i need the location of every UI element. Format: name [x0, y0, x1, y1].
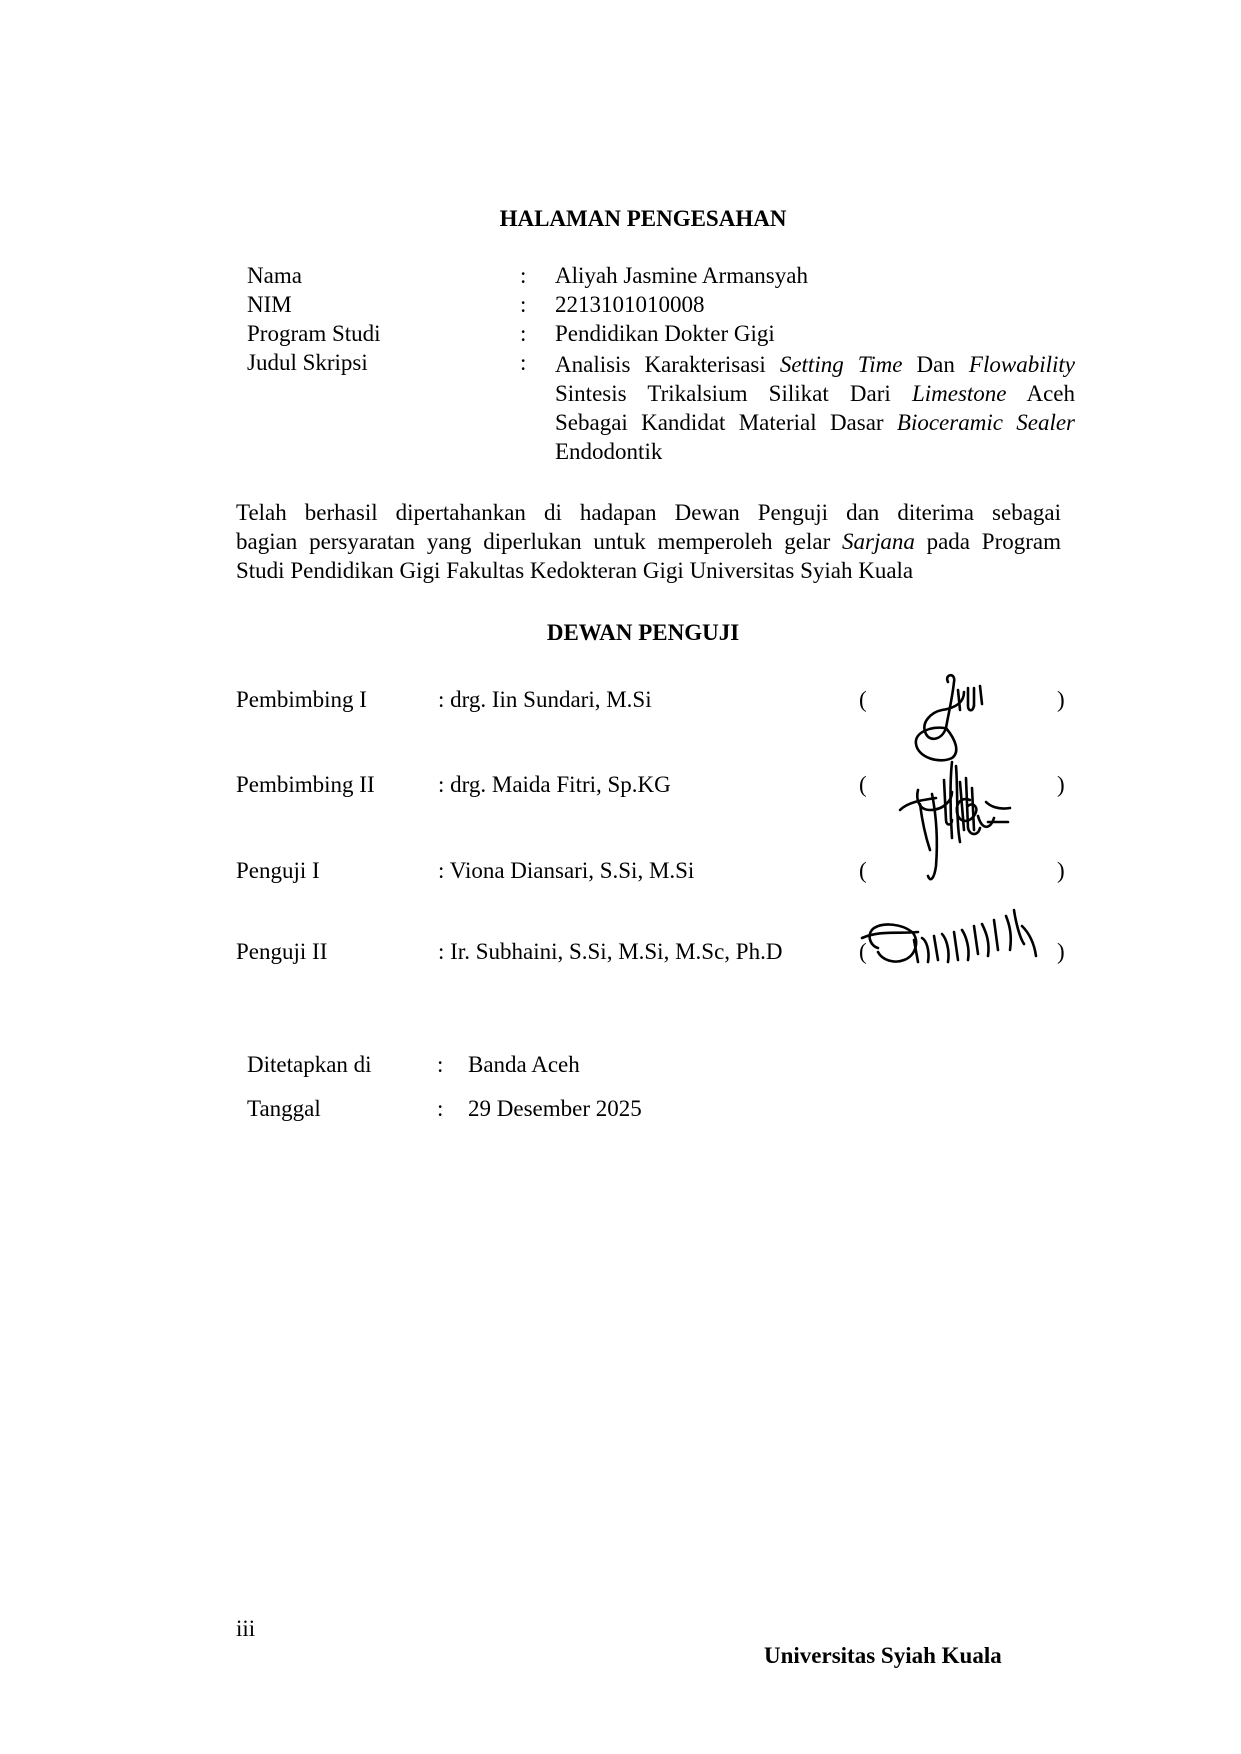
place-value: Banda Aceh	[468, 1052, 580, 1077]
judul-line-4: Endodontik	[555, 439, 663, 464]
close-paren: )	[1057, 858, 1065, 883]
approval-row-date	[0, 1096, 1241, 1126]
identity-row-nim	[0, 292, 1241, 322]
separator: :	[520, 350, 527, 375]
member-role: Penguji I	[236, 858, 320, 883]
member-role: Pembimbing II	[236, 772, 375, 797]
separator: :	[437, 1096, 444, 1121]
close-paren: )	[1057, 772, 1065, 797]
board-title: DEWAN PENGUJI	[546, 620, 740, 645]
identity-row-nama	[0, 263, 1241, 293]
separator: :	[520, 321, 527, 346]
judul-line-3: Sebagai Kandidat Material Dasar Bioceramic Sealer	[555, 410, 1075, 435]
nim-value: 2213101010008	[555, 292, 705, 317]
open-paren: (	[859, 772, 867, 797]
close-paren: )	[1057, 687, 1065, 712]
member-role: Penguji II	[236, 939, 328, 964]
statement-line-2: bagian persyaratan yang diperlukan untuk memperoleh gelar Sarjana pada Program	[236, 529, 1061, 554]
statement-line-3: Studi Pendidikan Gigi Fakultas Kedokteran Gigi Universitas Syiah Kuala	[236, 558, 914, 583]
member-name: : drg. Maida Fitri, Sp.KG	[438, 772, 671, 797]
member-name: : Ir. Subhaini, S.Si, M.Si, M.Sc, Ph.D	[438, 939, 783, 964]
approval-row-place	[0, 1052, 1241, 1082]
judul-value	[555, 350, 1075, 466]
judul-line-1: Analisis Karakterisasi Setting Time Dan Flowability	[555, 352, 1075, 377]
close-paren: )	[1057, 939, 1065, 964]
member-role: Pembimbing I	[236, 687, 367, 712]
open-paren: (	[859, 858, 867, 883]
prodi-value: Pendidikan Dokter Gigi	[555, 321, 775, 346]
page-title: HALAMAN PENGESAHAN	[499, 206, 787, 231]
page-number: iii	[236, 1616, 256, 1641]
identity-row-prodi	[0, 321, 1241, 351]
nama-label: Nama	[247, 263, 302, 288]
date-value: 29 Desember 2025	[468, 1096, 642, 1121]
member-name: : drg. Iin Sundari, M.Si	[438, 687, 652, 712]
signature-pembimbing-1	[916, 675, 982, 760]
open-paren: (	[859, 687, 867, 712]
signature-penguji-2	[862, 910, 1036, 962]
signatures-group	[860, 670, 1060, 1020]
judul-line-2: Sintesis Trikalsium Silikat Dari Limestone Aceh	[555, 381, 1075, 406]
nama-value: Aliyah Jasmine Armansyah	[555, 263, 808, 288]
open-paren: (	[859, 939, 867, 964]
statement-paragraph	[236, 498, 1061, 585]
place-label: Ditetapkan di	[247, 1052, 372, 1077]
statement-line-1: Telah berhasil dipertahankan di hadapan Dewan Penguji dan diterima sebagai	[236, 500, 1061, 525]
separator: :	[520, 292, 527, 317]
separator: :	[437, 1052, 444, 1077]
signature-penguji-1	[900, 790, 1010, 879]
member-name: : Viona Diansari, S.Si, M.Si	[438, 858, 695, 883]
judul-label: Judul Skripsi	[247, 350, 368, 375]
prodi-label: Program Studi	[247, 321, 381, 346]
footer-institution: Universitas Syiah Kuala	[764, 1643, 1002, 1668]
separator: :	[520, 263, 527, 288]
nim-label: NIM	[247, 292, 292, 317]
date-label: Tanggal	[247, 1096, 321, 1121]
